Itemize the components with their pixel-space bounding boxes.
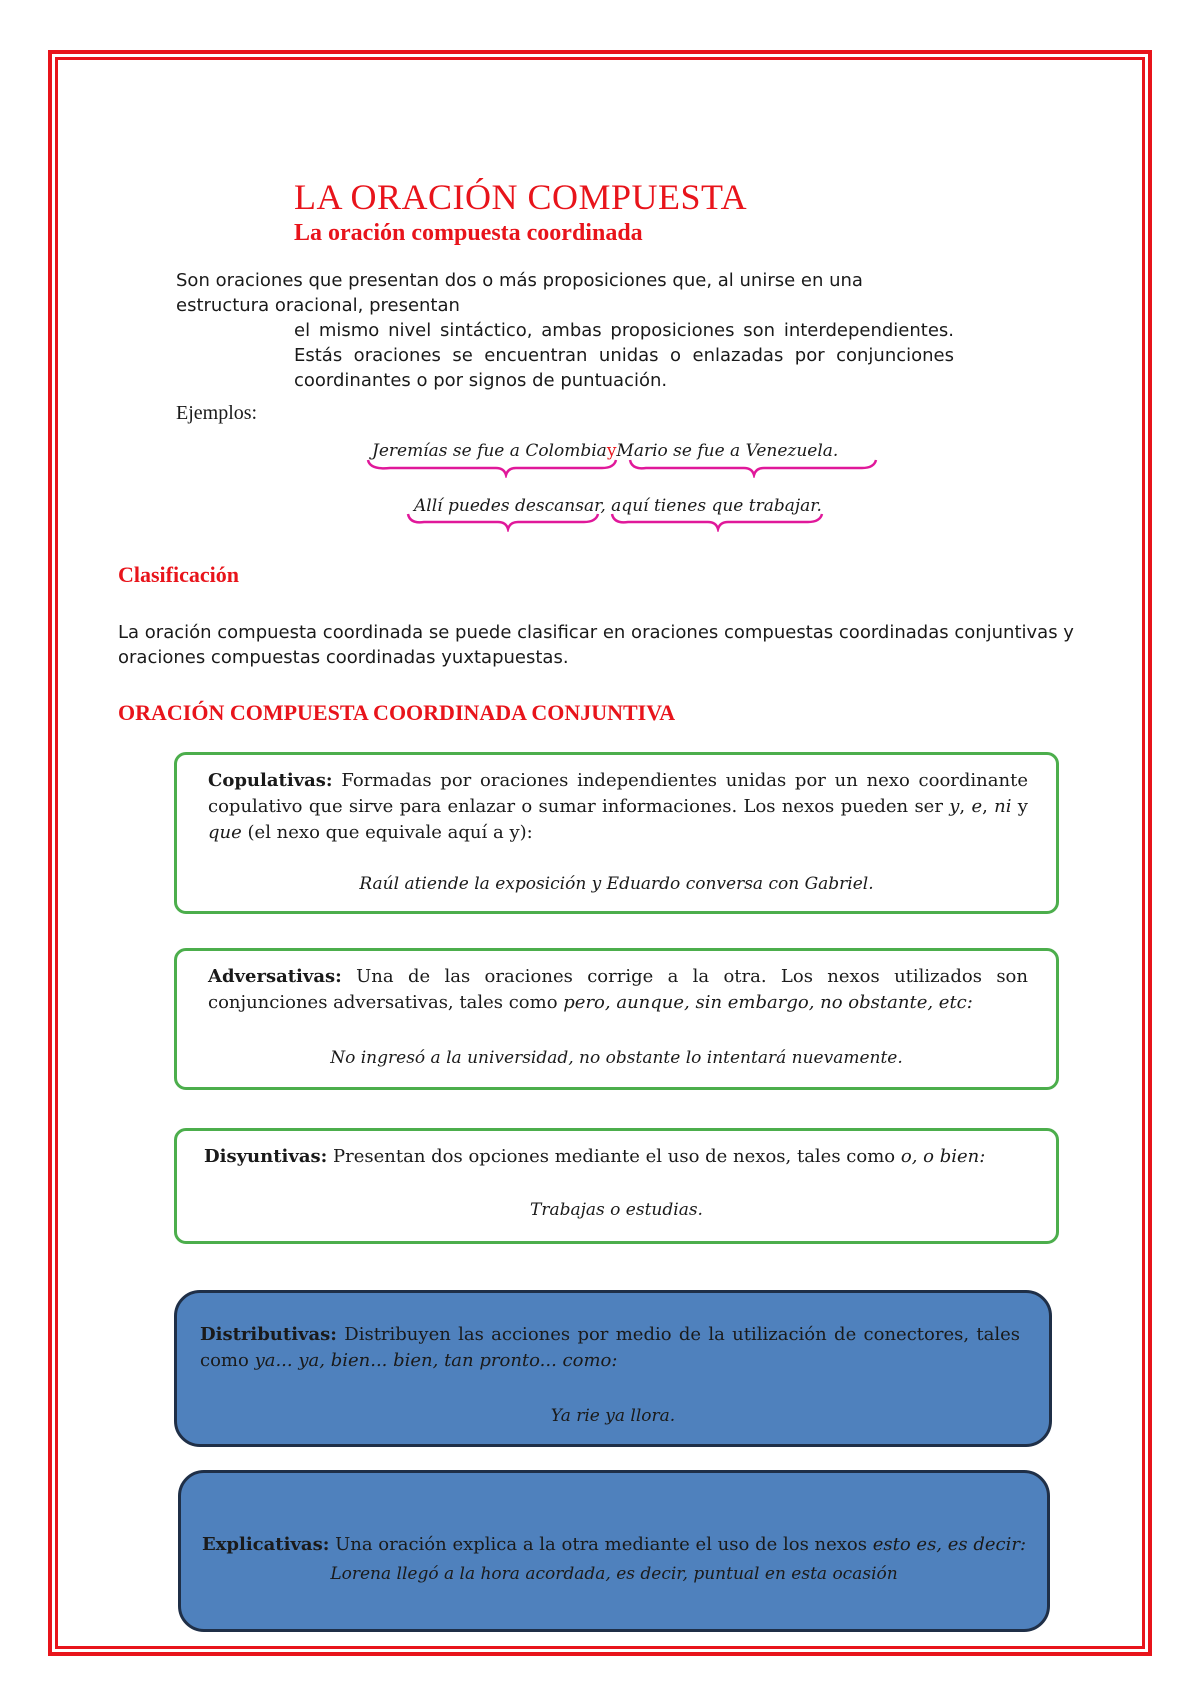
distributivas-definition: Distributivas: Distribuyen las acciones por medio de la utilización de conectores, tales como ya... ya, bien... bien, tan pronto... como: bbox=[200, 1324, 1020, 1371]
example-1-conjunction: y bbox=[606, 441, 617, 461]
classification-heading: Clasificación bbox=[118, 562, 239, 587]
conjunctive-heading: ORACIÓN COMPUESTA COORDINADA CONJUNTIVA bbox=[118, 700, 676, 725]
copulativas-example: Raúl atiende la exposición y Eduardo conversa con Gabriel. bbox=[359, 874, 874, 894]
copulativas-definition: Copulativas: Formadas por oraciones independientes unidas por un nexo coordinante copulativo que sirve para enlazar o sumar informaciones. Los nexos pueden ser y, e, ni y que (el nexo que equivale aquí a y): bbox=[208, 770, 1028, 843]
intro-paragraph-1: Son oraciones que presentan dos o más proposiciones que, al unirse en una estructura oracional, presentan bbox=[176, 270, 863, 316]
explicativas-example: Lorena llegó a la hora acordada, es decir, puntual en esta ocasión bbox=[330, 1564, 898, 1584]
explicativas-label: Explicativas: bbox=[201, 1534, 330, 1555]
distributivas-label: Distributivas: bbox=[200, 1324, 337, 1345]
example-1-clause-1: Jeremías se fue a Colombia bbox=[372, 441, 607, 461]
intro-paragraph-2: el mismo nivel sintáctico, ambas proposiciones son interdependientes. Estás oraciones se encuentran unidas o enlazadas por conjunciones coordinantes o por signos de puntuación. bbox=[294, 320, 954, 391]
example-2-clause-1: Allí puedes descansar bbox=[414, 496, 601, 516]
disyuntivas-definition: Disyuntivas: Presentan dos opciones mediante el uso de nexos, tales como o, o bien: bbox=[204, 1146, 986, 1167]
example-1-brace-icon bbox=[366, 458, 878, 478]
disyuntivas-label: Disyuntivas: bbox=[204, 1146, 328, 1167]
example-2-brace-icon bbox=[406, 512, 826, 532]
copulativas-label: Copulativas: bbox=[208, 770, 333, 791]
example-1-clause-2: Mario se fue a Venezuela. bbox=[616, 441, 839, 461]
disyuntivas-example: Trabajas o estudias. bbox=[530, 1200, 703, 1220]
page-subtitle: La oración compuesta coordinada bbox=[294, 220, 643, 246]
distributivas-example: Ya rie ya llora. bbox=[550, 1406, 676, 1426]
page-title: LA ORACIÓN COMPUESTA bbox=[294, 177, 748, 217]
example-2-clause-2: aquí tienes que trabajar. bbox=[611, 496, 822, 516]
explicativas-definition: Explicativas: Una oración explica a la otra mediante el uso de los nexos esto es, es decir: bbox=[201, 1534, 1027, 1555]
adversativas-definition: Adversativas: Una de las oraciones corrige a la otra. Los nexos utilizados son conjunciones adversativas, tales como pero, aunque, sin embargo, no obstante, etc: bbox=[208, 966, 1028, 1013]
adversativas-label: Adversativas: bbox=[208, 966, 342, 987]
classification-paragraph: La oración compuesta coordinada se puede clasificar en oraciones compuestas coordinadas conjuntivas y oraciones compuestas coordinadas yuxtapuestas. bbox=[118, 622, 1074, 668]
examples-label: Ejemplos: bbox=[176, 402, 258, 424]
example-2-separator: , bbox=[600, 496, 606, 516]
adversativas-example: No ingresó a la universidad, no obstante lo intentará nuevamente. bbox=[330, 1048, 903, 1068]
